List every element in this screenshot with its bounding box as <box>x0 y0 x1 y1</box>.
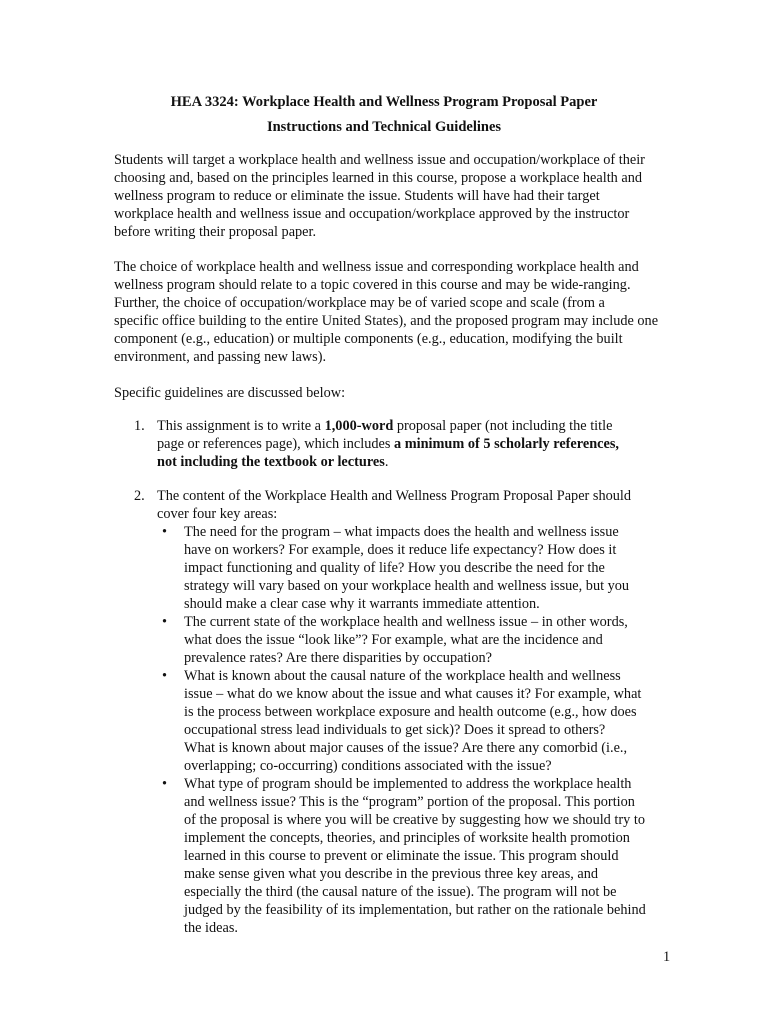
key-areas-list <box>162 523 722 937</box>
bullet-icon: • <box>162 776 168 792</box>
bullet-line: What is known about the causal nature of the workplace health and wellness <box>184 668 621 684</box>
bullet-line: and wellness issue? This is the “program” portion of the proposal. This portion <box>184 794 635 810</box>
guidelines-intro: Specific guidelines are discussed below: <box>114 385 346 401</box>
bullet-line: The current state of the workplace health and wellness issue – in other words, <box>184 614 628 630</box>
text-run: This assignment is to write a <box>157 418 325 434</box>
list-item-line <box>157 417 717 435</box>
bullet-line: prevalence rates? Are there disparities by occupation? <box>184 650 493 666</box>
bullet-icon: • <box>162 614 168 630</box>
list-number: 2. <box>134 488 145 504</box>
bullet-line: of the proposal is where you will be creative by suggesting how we should try to <box>184 812 645 828</box>
bullet-line: learned in this course to prevent or eliminate the issue. This program should <box>184 848 619 864</box>
bold-text-run: a minimum of 5 scholarly references, <box>393 436 619 452</box>
paragraph-line: wellness program to reduce or eliminate the issue. Students will have had their target <box>114 188 600 204</box>
bullet-icon: • <box>162 524 168 540</box>
bullet-line: the ideas. <box>184 920 238 936</box>
bullet-line: what does the issue “look like”? For example, what are the incidence and <box>184 632 603 648</box>
intro-paragraph <box>114 151 694 241</box>
bullet-line: judged by the feasibility of its implementation, but rather on the rationale behind <box>184 902 646 918</box>
bullet-line: strategy will vary based on your workplace health and wellness issue, but you <box>184 578 630 594</box>
bullet-line: should make a clear case why it warrants immediate attention. <box>184 596 540 612</box>
bullet-line: What is known about major causes of the issue? Are there any comorbid (i.e., <box>184 740 628 756</box>
list-item-line <box>157 453 717 471</box>
bullet-line: have on workers? For example, does it reduce life expectancy? How does it <box>184 542 617 558</box>
bold-text-run: not including the textbook or lectures <box>157 454 385 470</box>
text-run: . <box>384 454 389 470</box>
bullet-item-need <box>162 523 722 613</box>
bullet-line: issue – what do we know about the issue and what causes it? For example, what <box>184 686 642 702</box>
bullet-item-program-type <box>162 775 722 937</box>
bullet-icon: • <box>162 668 168 684</box>
paragraph-line: workplace health and wellness issue and occupation/workplace approved by the instructor <box>114 206 630 222</box>
page-number: 1 <box>663 949 671 965</box>
bullet-line: implement the concepts, theories, and principles of worksite health promotion <box>184 830 630 846</box>
paragraph-line: The choice of workplace health and wellness issue and corresponding workplace health and <box>114 259 639 275</box>
text-run: proposal paper (not including the title <box>393 418 613 434</box>
list-item-line: The content of the Workplace Health and Wellness Program Proposal Paper should <box>157 488 632 504</box>
bullet-line: overlapping; co-occurring) conditions associated with the issue? <box>184 758 552 774</box>
bullet-line: The need for the program – what impacts does the health and wellness issue <box>184 524 619 540</box>
paragraph-line: component (e.g., education) or multiple components (e.g., education, modifying the built <box>114 331 623 347</box>
bullet-line: is the process between workplace exposure and health outcome (e.g., how does <box>184 704 637 720</box>
paragraph-line: before writing their proposal paper. <box>114 224 317 240</box>
paragraph-line: Students will target a workplace health and wellness issue and occupation/workplace of their <box>114 152 645 168</box>
list-item-line: cover four key areas: <box>157 506 278 522</box>
list-item-word-count <box>157 417 717 471</box>
bullet-line: impact functioning and quality of life? How you describe the need for the <box>184 560 605 576</box>
text-run: page or references page), which includes <box>157 436 394 452</box>
bold-text-run: 1,000-word <box>324 418 394 434</box>
bullet-line: especially the third (the causal nature of the issue). The program will not be <box>184 884 617 900</box>
paragraph-line: specific office building to the entire United States), and the proposed program may include one <box>114 313 659 329</box>
list-item-content-areas <box>157 487 717 523</box>
bullet-item-current-state <box>162 613 722 667</box>
list-item-line <box>157 435 717 453</box>
paragraph-line: wellness program should relate to a topic covered in this course and may be wide-ranging. <box>114 277 631 293</box>
list-number: 1. <box>134 418 145 434</box>
document-subtitle: Instructions and Technical Guidelines <box>266 119 502 135</box>
paragraph-line: choosing and, based on the principles learned in this course, propose a workplace health and <box>114 170 643 186</box>
bullet-line: What type of program should be implemented to address the workplace health <box>184 776 632 792</box>
paragraph-line: Further, the choice of occupation/workplace may be of varied scope and scale (from a <box>114 295 605 311</box>
bullet-item-causal-nature <box>162 667 722 775</box>
document-title: HEA 3324: Workplace Health and Wellness Program Proposal Paper <box>170 94 598 110</box>
bullet-line: occupational stress lead individuals to get sick)? Does it spread to others? <box>184 722 606 738</box>
bullet-line: make sense given what you describe in the previous three key areas, and <box>184 866 599 882</box>
paragraph-line: environment, and passing new laws). <box>114 349 327 365</box>
scope-paragraph <box>114 258 694 366</box>
